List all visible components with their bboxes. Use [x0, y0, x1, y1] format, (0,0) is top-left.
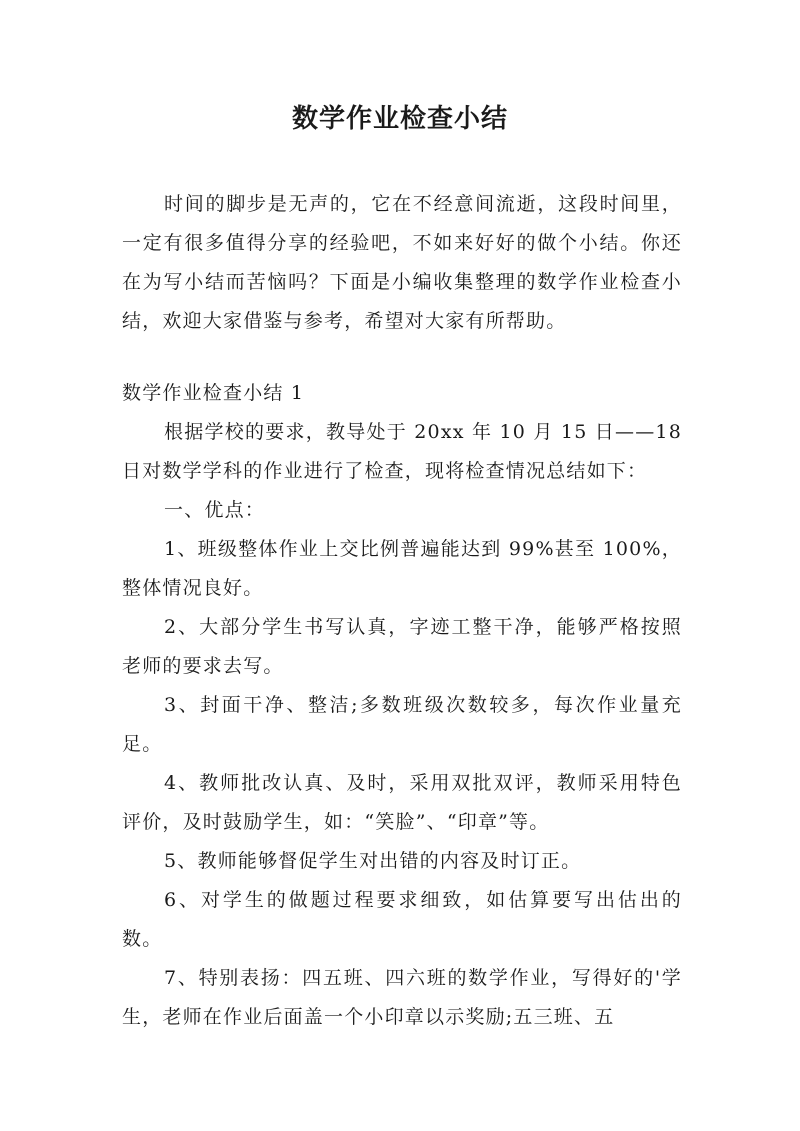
list-item: 6、对学生的做题过程要求细致，如估算要写出估出的数。: [122, 889, 682, 950]
sub-heading-advantages: 一、优点：: [164, 499, 266, 521]
document-title: 数学作业检查小结: [291, 104, 508, 134]
section-heading: 数学作业检查小结 1: [122, 382, 305, 404]
intro-block: [122, 185, 682, 341]
list-item: 7、特别表扬：四五班、四六班的数学作业，写得好的'学生，老师在作业后面盖一个小印章以示奖励;五三班、五: [122, 967, 682, 1028]
intro-paragraph: 时间的脚步是无声的，它在不经意间流逝，这段时间里，一定有很多值得分享的经验吧，不如来好好的做个小结。你还在为写小结而苦恼吗？下面是小编收集整理的数学作业检查小结，欢迎大家借鉴与参考，希望对大家有所帮助。: [122, 193, 682, 332]
list-item: 1、班级整体作业上交比例普遍能达到 99%甚至 100%，整体情况良好。: [122, 538, 682, 599]
section-1: [122, 374, 682, 1037]
section-lead-paragraph: 根据学校的要求，教导处于 20xx 年 10 月 15 日——18日对数学学科的作业进行了检查，现将检查情况总结如下：: [122, 421, 682, 482]
list-item: 5、教师能够督促学生对出错的内容及时订正。: [164, 850, 582, 872]
list-item: 2、大部分学生书写认真，字迹工整干净，能够严格按照老师的要求去写。: [122, 616, 682, 677]
list-item: 3、封面干净、整洁;多数班级次数较多，每次作业量充足。: [122, 694, 682, 755]
list-item: 4、教师批改认真、及时，采用双批双评，教师采用特色评价，及时鼓励学生，如：“笑脸”、“印章”等。: [122, 772, 682, 833]
